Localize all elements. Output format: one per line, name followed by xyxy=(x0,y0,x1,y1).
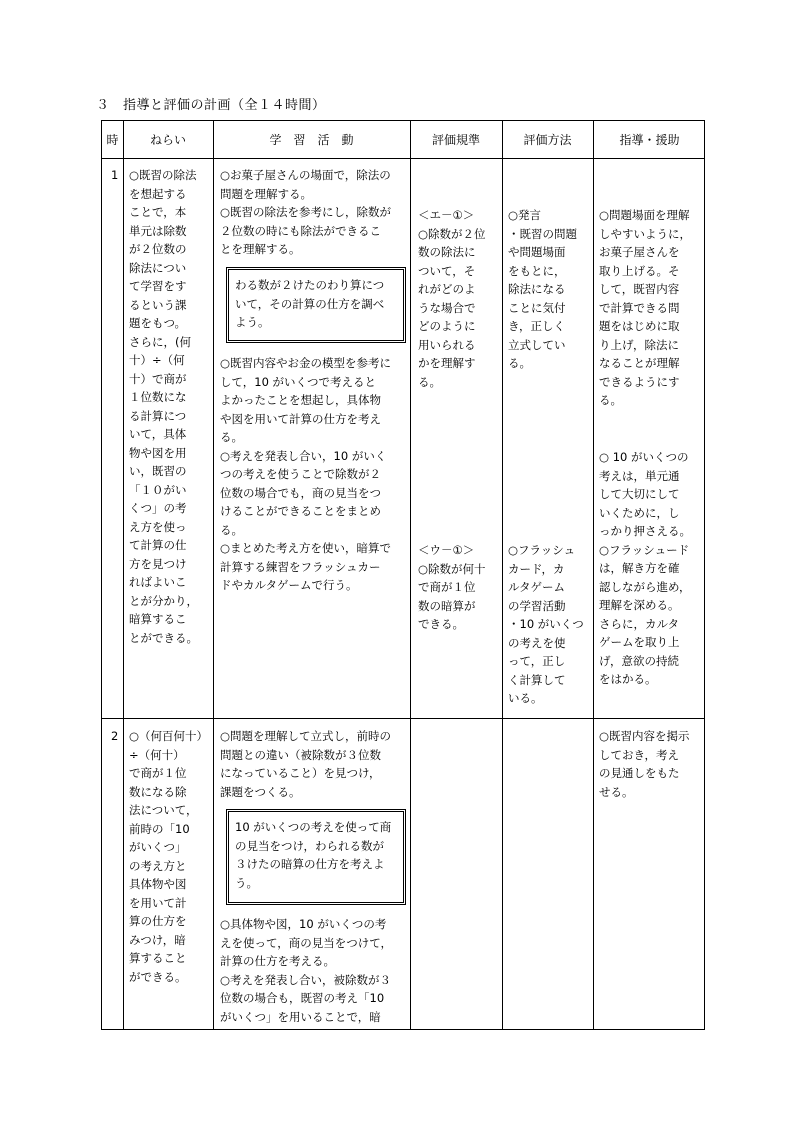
column-divider xyxy=(502,121,503,1029)
row1-period: 1 xyxy=(111,168,119,182)
page-title: ３ 指導と評価の計画（全１４時間） xyxy=(96,98,326,113)
row1-task-box: わる数が２けたのわり算につ いて，その計算の仕方を調べ よう。 xyxy=(226,267,406,343)
header-ji: 時 xyxy=(106,133,119,147)
row2-guidance-1: ○既習内容を掲示 しておき，考え の見通しをもた せる。 xyxy=(599,729,690,799)
row1-activity-intro: ○お菓子屋さんの場面で，除法の 問題を理解する。 ○既習の除法を参考にし，除数が ２位数の時にも除法ができるこ とを理解する。 xyxy=(220,168,392,256)
row2-task-box: 10 がいくつの考えを使って商 の見当をつけ，わられる数が ３けたの暗算の仕方を考えよ う。 xyxy=(226,809,406,905)
header-criteria: 評価規準 xyxy=(431,133,480,147)
plan-table xyxy=(101,120,705,1030)
header-activity: 学 習 活 動 xyxy=(269,133,354,147)
row1-method-1: ○発言 ・既習の問題 や問題場面 をもとに， 除法になる ことに気付 き，正しく 立式してい る。 xyxy=(508,208,577,370)
row-divider xyxy=(102,718,704,719)
column-divider xyxy=(410,121,411,1029)
row2-activity-intro: ○問題を理解して立式し，前時の 問題との違い（被除数が３位数 になっていること）を見つけ， 課題をつくる。 xyxy=(220,729,392,799)
column-divider xyxy=(213,121,214,1029)
column-divider xyxy=(123,121,124,1029)
row2-activity-main: ○具体物や図，10 がいくつの考 えを使って，商の見当をつけて， 計算の仕方を考える。 ○考えを発表し合い，被除数が３ 位数の場合も，既習の考え「10 がいくつ」を用いることで，暗 xyxy=(220,917,393,1024)
row1-activity-main: ○既習内容やお金の模型を参考に して，10 がいくつで考えると よかったことを想起し，具体物 や図を用いて計算の仕方を考え る。 ○考えを発表し合い，10 がいく つの考えを使うことで除数が２ 位数の場合でも，商の見当をつ けることができることをまとめ る。 ○まとめた考え方を使い，暗算で 計算する練習をフラッシュカー ドやカルタゲームで行う。 xyxy=(220,356,392,592)
header-guidance: 指導・援助 xyxy=(619,133,680,147)
header-nerai: ねらい xyxy=(149,133,186,147)
row2-aim: ○（何百何十） ÷（何十） で商が１位 数になる除 法について， 前時の「10 がいくつ」 の考え方と 具体物や図 を用いて計 算の仕方を みつけ，暗 算すること ができる。 xyxy=(129,729,209,984)
header-method: 評価方法 xyxy=(523,133,572,147)
row1-method-2: ○フラッシュ カード，カ ルタゲーム の学習活動 ・10 がいくつ の考えを使 って，正し く計算して いる。 xyxy=(508,543,584,705)
row1-criteria-1: ＜エ－①＞ ○除数が２位 数の除法に ついて，そ れがどのよ うな場合で どのように 用いられる かを理解す る。 xyxy=(418,208,486,389)
row2-period: 2 xyxy=(111,729,119,743)
row1-guidance-1: ○問題場面を理解 しやすいように， お菓子屋さんを 取り上げる。そ して，既習内容 で計算できる問 題をはじめに取 り上げ，除法に なることが理解 できるようにす る。 xyxy=(599,208,691,407)
row1-aim: ○既習の除法 を想起する ことで，本 単元は除数 が２位数の 除法につい て学習をす るという課 題をもつ。 さらに，(何 十）÷（何 十）で商が １位数にな る計算につ いて，具体 物や図を用 い，既習の 「１０がい くつ」の考 え方を使っ て計算の仕 方を見つけ ればよいこ とが分かり， 暗算するこ とができる。 xyxy=(129,168,198,645)
row1-guidance-2: ○ 10 がいくつの 考えは，単元通 して大切にして いくために，し っかり押さえる。 ○フラッシュード は，解き方を確 認しながら進め， 理解を深める。 さらに，カルタ ゲームを取り上 げ，意欲の持続 をはかる。 xyxy=(599,450,691,686)
column-divider xyxy=(593,121,594,1029)
header-divider xyxy=(102,158,704,159)
row1-criteria-2: ＜ウ－①＞ ○除数が何十 で商が１位 数の暗算が できる。 xyxy=(418,543,486,631)
